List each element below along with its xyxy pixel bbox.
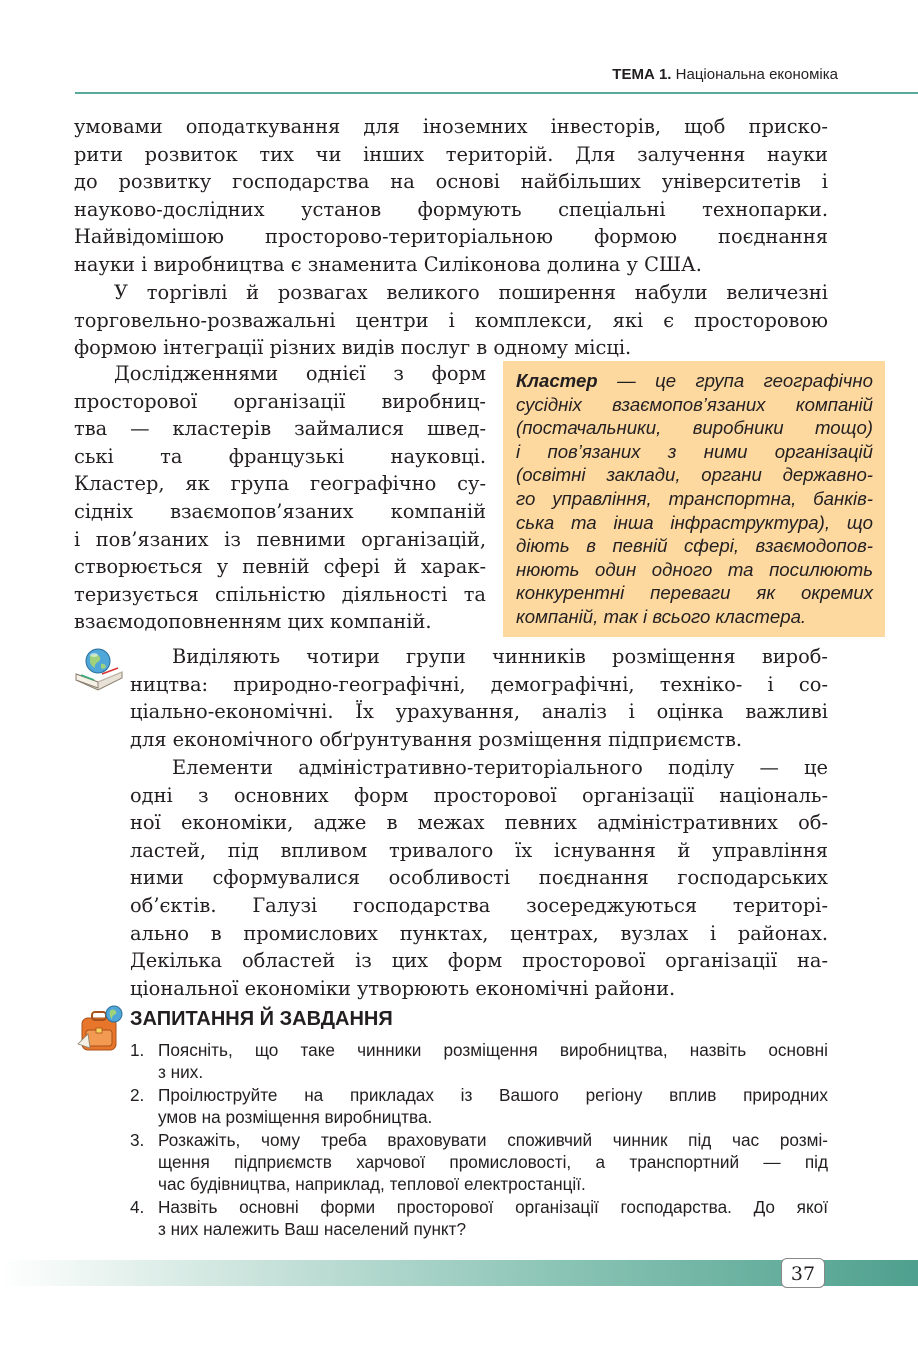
questions-title: ЗАПИТАННЯ Й ЗАВДАННЯ: [130, 1008, 393, 1030]
text-line: Декілька областей із цих форм просторової організації на-: [130, 949, 828, 973]
text-line: науково-дослідних установ формують спеціальні технопарки.: [74, 197, 828, 221]
text-line: рити розвиток тих чи інших територій. Для залучення науки: [74, 142, 828, 166]
definition-term: Кластер: [516, 370, 598, 391]
item-line: Проілюструйте на прикладах із Вашого регіону вплив природних: [158, 1084, 828, 1105]
text-line: ної економіки, адже в межах певних адміністративних об-: [130, 811, 828, 835]
page-number: 37: [781, 1258, 825, 1288]
text-line: формою інтеграції різних видів послуг в одному місці.: [74, 336, 632, 360]
list-item: [130, 1129, 828, 1196]
definition-line: нюють один одного та посилюють: [516, 558, 873, 580]
paragraph-3: [74, 360, 486, 636]
text-line: ціональної економіки утворюють економічні райони.: [130, 976, 676, 1000]
text-line: ними сформувалися особливості поєднання господарських: [130, 866, 828, 890]
list-item: [130, 1039, 828, 1084]
text-line: ально в промислових пунктах, центрах, вузлах і районах.: [130, 921, 828, 945]
header-rule: [75, 92, 918, 94]
text-line: Кластер, як група географічно су-: [74, 472, 486, 496]
item-line: Назвіть основні форми просторової організації господарства. До якої: [158, 1196, 828, 1217]
questions-list: [130, 1039, 828, 1241]
definition-line: Кластер — це група географічно: [516, 370, 873, 391]
text-line: Найвідомішою просторово-територіальною формою поєднання: [74, 225, 828, 249]
school-bag-globe-icon: [72, 1004, 126, 1058]
paragraph-2: [74, 279, 828, 362]
text-line: умовами оподаткування для іноземних інвесторів, щоб приско-: [74, 115, 828, 138]
text-line: об’єктів. Галузі господарства зосереджуються територі-: [130, 893, 828, 917]
item-line: Розкажіть, чому треба враховувати споживчий чинник під час розмі-: [158, 1129, 828, 1150]
text-line: ські та французькі науковці.: [74, 444, 486, 468]
text-line: тва — кластерів займалися швед-: [74, 417, 486, 441]
definition-line: сусідніх взаємопов’язаних компаній: [516, 393, 873, 415]
item-number: 3.: [130, 1129, 145, 1150]
definition-box: [503, 361, 885, 637]
text-line: одні з основних форм просторової організації національ-: [130, 783, 828, 807]
text-line: просторової організації виробниц-: [74, 389, 486, 413]
text-line: сідніх взаємопов’язаних компаній: [74, 499, 486, 523]
item-number: 2.: [130, 1084, 145, 1105]
item-line: з них.: [158, 1062, 204, 1083]
definition-line: (освітні заклади, органи державно-: [516, 464, 873, 486]
paragraph-1: [74, 113, 828, 279]
list-item: [130, 1084, 828, 1129]
item-line: умов на розміщення виробництва.: [158, 1107, 433, 1128]
item-line: Поясніть, що таке чинники розміщення виробництва, назвіть основні: [158, 1040, 828, 1060]
paragraph-5: [130, 754, 828, 1002]
text-line: ництва: природно-географічні, демографічні, техніко- і со-: [130, 672, 828, 696]
text-line: У торгівлі й розвагах великого поширення набули величезні: [114, 281, 828, 304]
definition-line: ська та інша інфраструктура), що: [516, 511, 873, 533]
text-line: Дослідженнями однієї з форм: [114, 362, 486, 385]
text-line: Елементи адміністративно-територіального поділу — це: [172, 756, 828, 779]
item-number: 4.: [130, 1196, 145, 1217]
definition-line: і пов’язаних з ними організацій: [516, 440, 873, 462]
definition-line: діють в певній сфері, взаємодопов-: [516, 535, 873, 557]
definition-line: компаній, так і всього кластера.: [516, 605, 807, 627]
item-line: час будівництва, наприклад, теплової електростанції.: [158, 1174, 586, 1195]
running-header: [612, 66, 838, 83]
text-line: науки і виробництва є знаменита Силіконова долина у США.: [74, 252, 702, 276]
text-line: Виділяють чотири групи чинників розміщення вироб-: [172, 645, 828, 668]
text-line: і пов’язаних із певними організацій,: [74, 527, 486, 551]
list-item: [130, 1196, 828, 1241]
text-line: взаємодоповненням цих компаній.: [74, 610, 432, 634]
definition-line: го управління, транспортна, банків-: [516, 487, 873, 509]
text-line: торговельно-розважальні центри і комплекси, які є просторовою: [74, 308, 828, 332]
text-line: ціально-економічні. Їх урахування, аналіз і оцінка важливі: [130, 700, 828, 724]
definition-line: конкурентні переваги як окремих: [516, 582, 873, 604]
paragraph-4: [130, 643, 828, 753]
text-line: теризується спільністю діяльності та: [74, 582, 486, 606]
text-line: створюється у певній сфері й харак-: [74, 555, 486, 579]
item-number: 1.: [130, 1040, 145, 1060]
item-line: з них належить Ваш населений пункт?: [158, 1219, 467, 1240]
definition-line: (постачальники, виробники тощо): [516, 417, 873, 439]
text-line: до розвитку господарства на основі найбільших університетів і: [74, 170, 828, 194]
text-line: ластей, під впливом тривалого їх існування й управління: [130, 838, 828, 862]
open-book-globe-icon: [72, 644, 126, 694]
topic-title: Національна економіка: [675, 66, 838, 83]
item-line: щення підприємств харчової промисловості, а транспортний — під: [158, 1152, 828, 1173]
text-line: для економічного обґрунтування розміщення підприємств.: [130, 727, 743, 751]
topic-label: ТЕМА 1.: [612, 66, 672, 83]
